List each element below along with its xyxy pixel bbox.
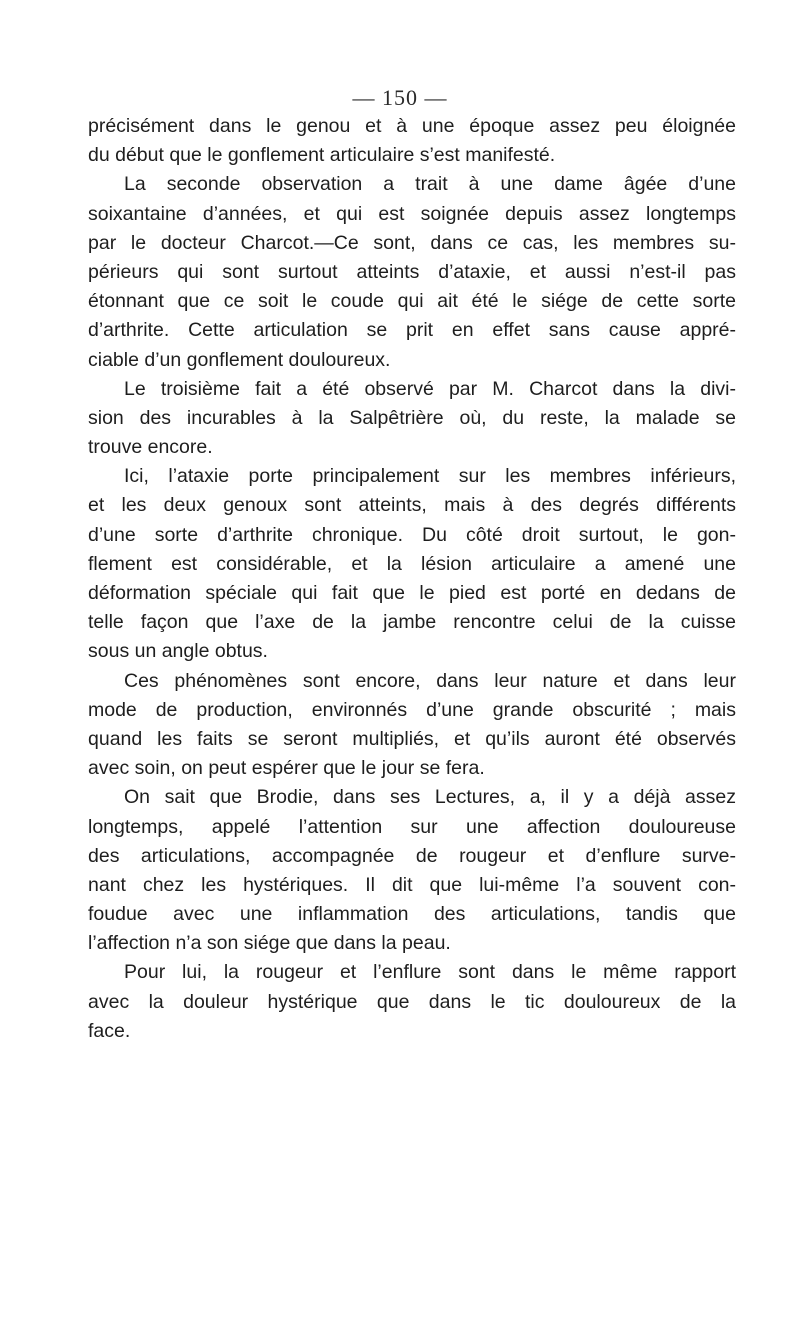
- text-line: l’affection n’a son siége que dans la peau.: [88, 932, 451, 955]
- text-line: foudue avec une inflammation des articulations, tandis que: [88, 903, 736, 926]
- text-line: et les deux genoux sont atteints, mais à des degrés différents: [88, 494, 736, 517]
- text-line: d’arthrite. Cette articulation se prit en effet sans cause appré-: [88, 319, 736, 342]
- text-line: sous un angle obtus.: [88, 640, 268, 663]
- body-text: [88, 112, 736, 1046]
- text-line: longtemps, appelé l’attention sur une affection douloureuse: [88, 815, 736, 838]
- text-line: flement est considérable, et la lésion articulaire a amené une: [88, 552, 736, 575]
- text-line: d’une sorte d’arthrite chronique. Du côté droit surtout, le gon-: [88, 523, 736, 546]
- text-line: précisément dans le genou et à une époque assez peu éloignée: [88, 115, 736, 137]
- text-line: Le troisième fait a été observé par M. Charcot dans la divi-: [124, 377, 736, 400]
- text-line: face.: [88, 1019, 131, 1042]
- page-number: — 150 —: [352, 85, 448, 110]
- text-line: périeurs qui sont surtout atteints d’ataxie, et aussi n’est-il pas: [88, 260, 736, 283]
- text-line: Pour lui, la rougeur et l’enflure sont dans le même rapport: [124, 961, 736, 984]
- text-line: avec la douleur hystérique que dans le tic douloureux de la: [88, 990, 736, 1013]
- text-line: avec soin, on peut espérer que le jour se fera.: [88, 757, 485, 780]
- text-line: quand les faits se seront multipliés, et qu’ils auront été observés: [88, 727, 736, 750]
- text-line: ciable d’un gonflement douloureux.: [88, 348, 391, 371]
- text-line: du début que le gonflement articulaire s’est manifesté.: [88, 144, 556, 167]
- text-line: Ces phénomènes sont encore, dans leur nature et dans leur: [124, 669, 736, 692]
- text-line: mode de production, environnés d’une grande obscurité ; mais: [88, 698, 736, 721]
- text-line: telle façon que l’axe de la jambe rencontre celui de la cuisse: [88, 611, 736, 634]
- text-line: nant chez les hystériques. Il dit que lui-même l’a souvent con-: [88, 873, 736, 896]
- text-line: On sait que Brodie, dans ses Lectures, a, il y a déjà assez: [124, 786, 736, 809]
- text-line: La seconde observation a trait à une dame âgée d’une: [124, 173, 736, 196]
- text-line: des articulations, accompagnée de rougeur et d’enflure surve-: [88, 844, 736, 867]
- text-line: déformation spéciale qui fait que le pied est porté en dedans de: [88, 582, 736, 604]
- text-line: par le docteur Charcot.—Ce sont, dans ce cas, les membres su-: [88, 231, 736, 254]
- text-line: trouve encore.: [88, 436, 213, 459]
- text-line: Ici, l’ataxie porte principalement sur les membres inférieurs,: [124, 465, 736, 488]
- text-line: soixantaine d’années, et qui est soignée depuis assez longtemps: [88, 202, 736, 225]
- text-line: sion des incurables à la Salpêtrière où, du reste, la malade se: [88, 406, 736, 429]
- text-line: étonnant que ce soit le coude qui ait été le siége de cette sorte: [88, 290, 736, 313]
